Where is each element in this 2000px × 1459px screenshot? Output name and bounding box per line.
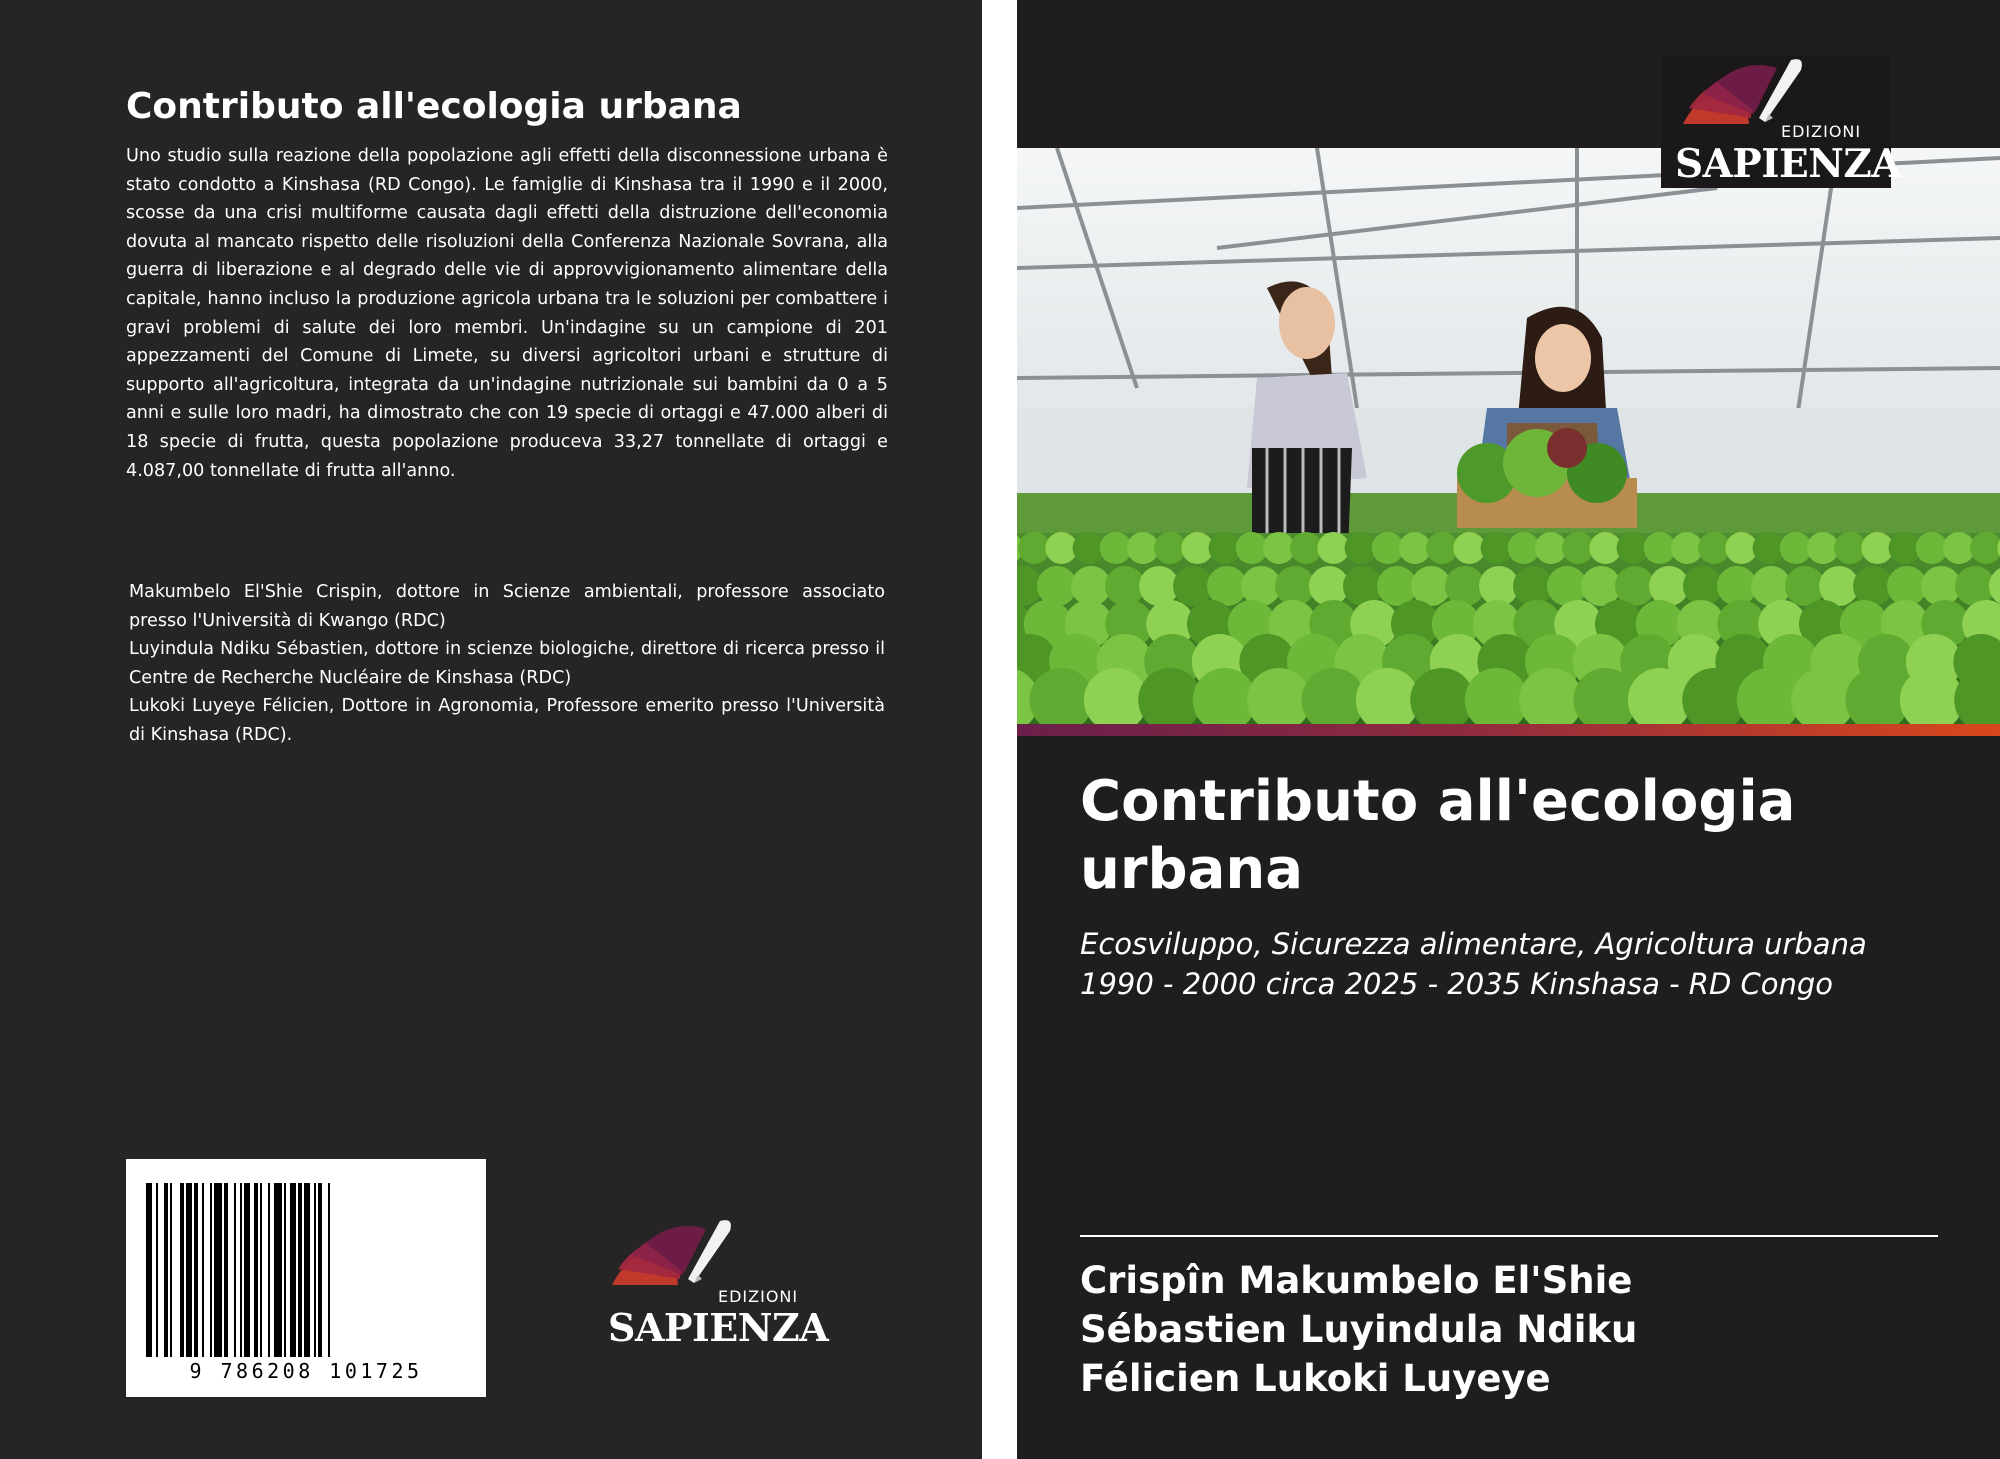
barcode-bars bbox=[146, 1183, 466, 1357]
publisher-logo bbox=[602, 1217, 829, 1350]
back-cover-title: Contributo all'ecologia urbana bbox=[126, 86, 742, 127]
front-cover-subtitle: Ecosviluppo, Sicurezza alimentare, Agricoltura urbana 1990 - 2000 circa 2025 - 2035 Kinshasa - RD Congo bbox=[1080, 927, 1867, 1001]
author-bios bbox=[129, 578, 885, 750]
author-list bbox=[1080, 1256, 1637, 1403]
accent-stripe bbox=[1017, 724, 2000, 736]
author-bio: Lukoki Luyeye Félicien, Dottore in Agronomia, Professore emerito presso l'Università di Kinshasa (RDC). bbox=[129, 696, 885, 745]
greenhouse-photo-illustration bbox=[1017, 148, 2000, 724]
author-bio: Luyindula Ndiku Sébastien, dottore in scienze biologiche, direttore di ricerca presso il Centre de Recherche Nucléaire de Kinshasa (RDC) bbox=[129, 639, 885, 688]
publisher-logo bbox=[1661, 56, 1902, 188]
author-name: Crispîn Makumbelo El'Shie bbox=[1080, 1259, 1633, 1302]
cover-photo bbox=[1017, 148, 2000, 724]
publisher-line2: SAPIENZA bbox=[1675, 141, 1902, 187]
author-name: Sébastien Luyindula Ndiku bbox=[1080, 1308, 1638, 1351]
fan-quill-icon bbox=[602, 1217, 742, 1297]
isbn-barcode bbox=[126, 1159, 486, 1397]
publisher-line1: EDIZIONI bbox=[718, 1287, 799, 1306]
publisher-line2: SAPIENZA bbox=[608, 1305, 829, 1350]
front-cover-title: Contributo all'ecologia urbana bbox=[1080, 769, 1796, 902]
isbn-digits: 9 786208 101725 bbox=[189, 1359, 423, 1383]
publisher-line1: EDIZIONI bbox=[1781, 122, 1862, 141]
back-cover-blurb: Uno studio sulla reazione della popolazione agli effetti della disconnessione urbana è stato condotto a Kinshasa (RD Congo). Le famiglie di Kinshasa tra il 1990 e il 2000, scosse da una crisi multiforme causata dagli effetti della distruzione dell'economia dovuta al mancato rispetto delle risoluzioni della Conferenza Nazionale Sovrana, alla guerra di liberazione e al degrado delle vie di approvvigionamento alimentare della capitale, hanno incluso la produzione agricola urbana tra le soluzioni per combattere i gravi problemi di salute dei loro membri. Un'indagine su un campione di 201 appezzamenti del Comune di Limete, su diversi agricoltori urbani e strutture di supporto all'agricoltura, integrata da un'indagine nutrizionale sui bambini da 0 a 5 anni e sulle loro madri, ha dimostrato che con 19 specie di ortaggi e 47.000 alberi di 18 specie di frutta, questa popolazione produceva 33,27 tonnellate di ortaggi e 4.087,00 tonnellate di frutta all'anno. bbox=[126, 146, 888, 481]
author-name: Félicien Lukoki Luyeye bbox=[1080, 1357, 1551, 1400]
author-bio: Makumbelo El'Shie Crispin, dottore in Scienze ambientali, professore associato presso l'Università di Kwango (RDC) bbox=[129, 582, 885, 631]
front-cover bbox=[1017, 0, 2000, 1459]
back-cover bbox=[0, 0, 982, 1459]
author-divider bbox=[1080, 1235, 1938, 1237]
